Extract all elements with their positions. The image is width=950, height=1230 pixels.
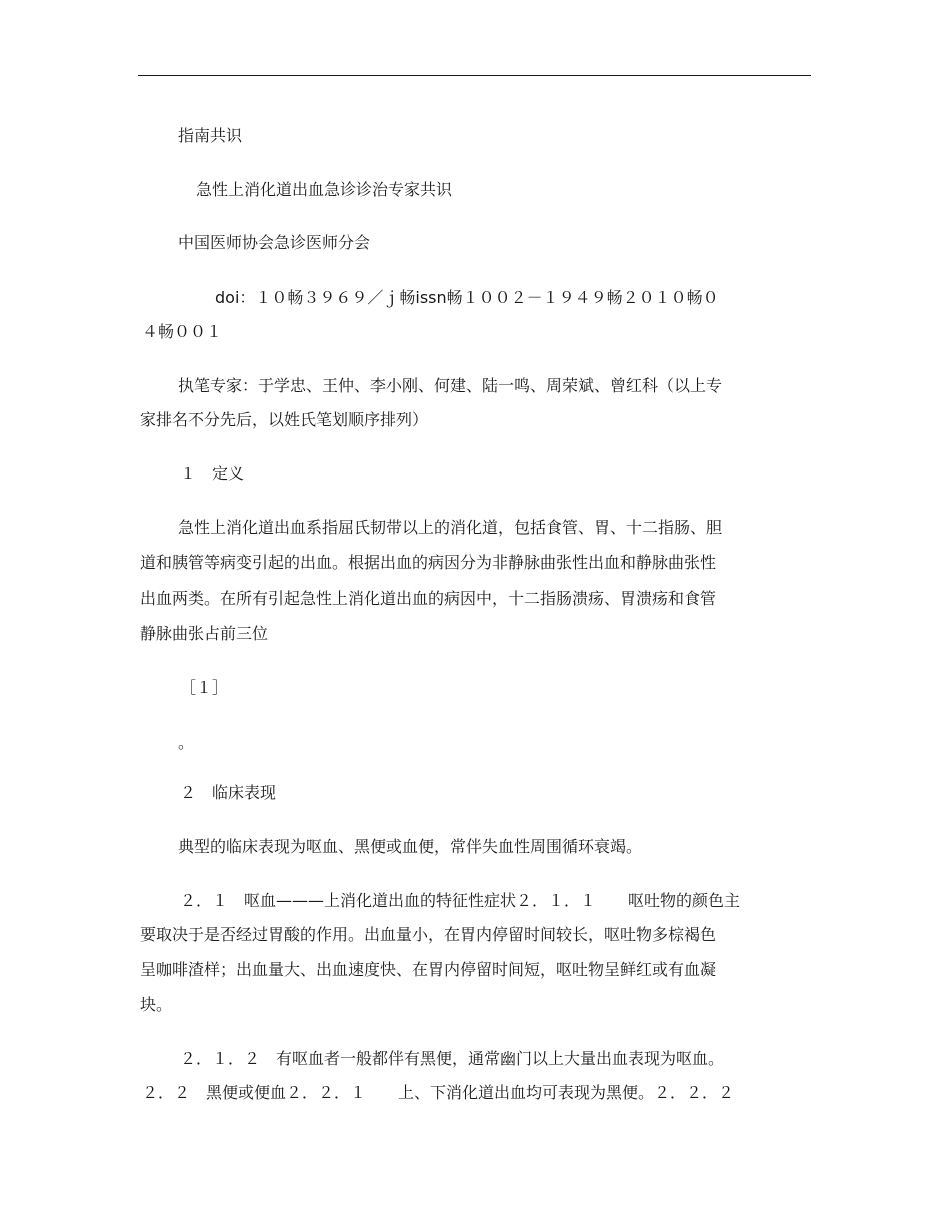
paragraph-line: 块。 bbox=[140, 995, 173, 1014]
writers-line-2: 家排名不分先后，以姓氏笔划顺序排列） bbox=[140, 410, 429, 429]
paragraph-line: 典型的临床表现为呕血、黑便或血便，常伴失血性周围循环衰竭。 bbox=[178, 837, 643, 856]
doi-line-1: doi：１０畅３９６９／ｊ畅issn畅１００２－１９４９畅２０１０畅０ bbox=[215, 288, 719, 307]
doi-line-2: ４畅００１ bbox=[142, 322, 223, 341]
paragraph-line: 急性上消化道出血系指屈氏韧带以上的消化道，包括食管、胃、十二指肠、胆 bbox=[178, 518, 723, 537]
writers-line-1: 执笔专家：于学忠、王仲、李小刚、何建、陆一鸣、周荣斌、曾红科（以上专 bbox=[178, 376, 723, 395]
author-organization: 中国医师协会急诊医师分会 bbox=[178, 233, 371, 252]
paragraph-line: ２．１ 呕血———上消化道出血的特征性症状２．１．１ 呕吐物的颜色主 bbox=[180, 891, 741, 910]
article-title: 急性上消化道出血急诊诊治专家共识 bbox=[196, 180, 453, 199]
paragraph-line: 静脉曲张占前三位 bbox=[140, 624, 269, 643]
paragraph-line: ２．１．２ 有呕血者一般都伴有黑便，通常幽门以上大量出血表现为呕血。 bbox=[180, 1049, 725, 1068]
paragraph-end-punct: 。 bbox=[178, 733, 195, 752]
heading-definition: １ 定义 bbox=[180, 464, 245, 483]
header-rule bbox=[138, 75, 811, 76]
paragraph-line: 出血两类。在所有引起急性上消化道出血的病因中，十二指肠溃疡、胃溃疡和食管 bbox=[140, 589, 717, 608]
paragraph-line: 要取决于是否经过胃酸的作用。出血量小，在胃内停留时间较长，呕吐物多棕褐色 bbox=[140, 925, 717, 944]
paragraph-line: ２．２ 黑便或便血２．２．１ 上、下消化道出血均可表现为黑便。２．２．２ bbox=[142, 1083, 735, 1102]
citation-ref: ［１］ bbox=[180, 678, 229, 697]
paragraph-line: 道和胰管等病变引起的出血。根据出血的病因分为非静脉曲张性出血和静脉曲张性 bbox=[140, 553, 717, 572]
heading-clinical: ２ 临床表现 bbox=[180, 783, 277, 802]
paragraph-line: 呈咖啡渣样；出血量大、出血速度快、在胃内停留时间短，呕吐物呈鲜红或有血凝 bbox=[140, 960, 717, 979]
section-label: 指南共识 bbox=[178, 126, 243, 145]
